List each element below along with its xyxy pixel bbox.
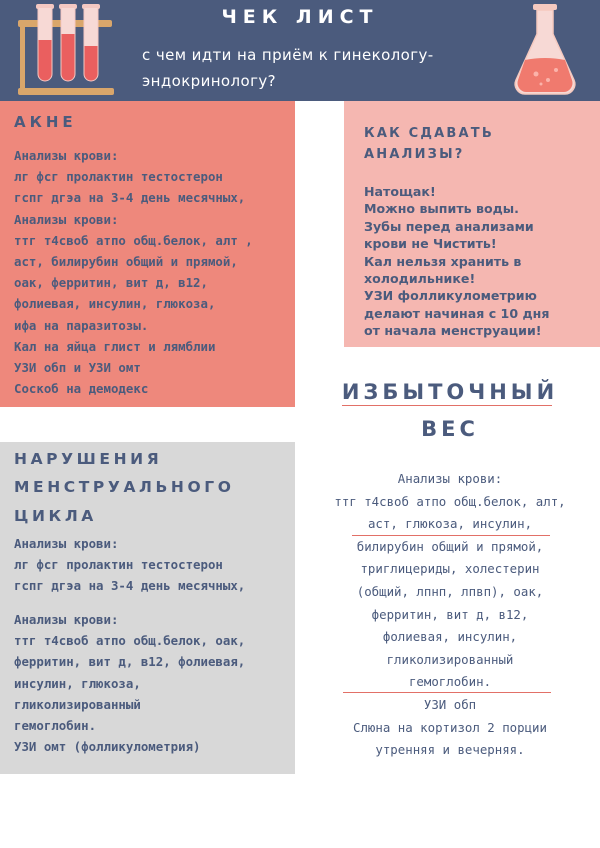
howto-title bbox=[364, 123, 494, 165]
weight-list bbox=[300, 468, 600, 762]
list-item: от начала менструации! bbox=[364, 323, 542, 339]
list-item: УЗИ обп bbox=[423, 696, 477, 712]
list-item: триглицериды, холестерин bbox=[360, 561, 540, 577]
list-item: (общий, лпнп, лпвп), оак, bbox=[356, 583, 544, 599]
menstrual-title bbox=[14, 445, 235, 530]
list-item: холодильнике! bbox=[364, 271, 476, 287]
howto-title-line-1: КАК СДАВАТЬ bbox=[364, 126, 494, 141]
list-item bbox=[14, 597, 245, 609]
list-item: ттг т4своб атпо общ.белок, алт , bbox=[14, 232, 253, 248]
list-item: фолиевая, инсулин, bbox=[382, 629, 518, 645]
list-item: лг фсг пролактин тестостерон bbox=[14, 557, 223, 573]
weight-title-line-1: ИЗБЫТОЧНЫЙ bbox=[341, 380, 559, 404]
acne-list bbox=[14, 145, 253, 399]
list-item: Анализы крови: bbox=[14, 148, 119, 163]
menstrual-title-line-3: ЦИКЛА bbox=[14, 506, 97, 525]
list-item: Слюна на кортизол 2 порции bbox=[353, 719, 547, 735]
list-item: гемоглобин. bbox=[408, 674, 492, 690]
list-item: Анализы крови: bbox=[14, 536, 119, 551]
howto-title-line-2: АНАЛИЗЫ? bbox=[364, 147, 465, 162]
list-item: Кал на яйца глист и лямблии bbox=[14, 338, 216, 354]
list-item: УЗИ обп и УЗИ омт bbox=[14, 360, 141, 376]
list-item: делают начиная с 10 дня bbox=[364, 305, 550, 321]
list-item: инсулин, глюкоза, bbox=[14, 675, 141, 691]
list-item: Анализы крови: bbox=[397, 471, 503, 486]
list-item: УЗИ фолликулометрию bbox=[364, 288, 537, 304]
list-item: гемоглобин. bbox=[14, 718, 97, 734]
page-subtitle bbox=[142, 42, 502, 94]
list-item: ферритин, вит д, в12, фолиевая, bbox=[14, 654, 246, 670]
list-item: аст, билирубин общий и прямой, bbox=[14, 254, 238, 270]
weight-divider-1 bbox=[352, 535, 550, 536]
howto-list bbox=[364, 183, 549, 340]
list-item: Анализы крови: bbox=[14, 211, 119, 227]
list-item: Можно выпить воды. bbox=[364, 201, 519, 217]
list-item: аст, глюкоза, инсулин, bbox=[367, 516, 533, 532]
list-item: Натощак! bbox=[364, 184, 436, 199]
list-item: утренняя и вечерняя. bbox=[375, 742, 525, 758]
list-item: гспг дгэа на 3-4 день месячных, bbox=[14, 190, 246, 206]
list-item: лг фсг пролактин тестостерон bbox=[14, 169, 223, 185]
weight-divider-2 bbox=[343, 692, 551, 693]
list-item: Анализы крови: bbox=[14, 612, 119, 627]
list-item: оак, ферритин, вит д, в12, bbox=[14, 275, 208, 291]
list-item: Зубы перед анализами bbox=[364, 218, 534, 234]
page-title: ЧЕК ЛИСТ bbox=[221, 6, 379, 28]
list-item: билирубин общий и прямой, bbox=[356, 538, 544, 554]
list-item: ттг т4своб атпо общ.белок, алт, bbox=[334, 493, 566, 509]
weight-title-line-2: ВЕС bbox=[421, 417, 479, 441]
list-item: фолиевая, инсулин, глюкоза, bbox=[14, 296, 216, 312]
list-item: ттг т4своб атпо общ.белок, оак, bbox=[14, 633, 246, 649]
list-item: гспг дгэа на 3-4 день месячных, bbox=[14, 578, 246, 594]
list-item: УЗИ омт (фолликулометрия) bbox=[14, 739, 201, 755]
list-item: Кал нельзя хранить в bbox=[364, 253, 522, 269]
list-item: гликолизированный bbox=[14, 696, 141, 712]
list-item: крови не Чистить! bbox=[364, 236, 497, 252]
subtitle-line-1: с чем идти на приём к гинекологу- bbox=[142, 46, 434, 64]
menstrual-title-line-2: МЕНСТРУАЛЬНОГО bbox=[14, 478, 235, 497]
weight-title-underline bbox=[342, 405, 552, 406]
menstrual-list bbox=[14, 533, 245, 757]
list-item: ифа на паразитозы. bbox=[14, 317, 149, 333]
list-item: гликолизированный bbox=[386, 651, 514, 667]
list-item: Соскоб на демодекс bbox=[14, 381, 149, 397]
acne-title: АКНЕ bbox=[14, 113, 77, 131]
subtitle-line-2: эндокринологу? bbox=[142, 72, 276, 90]
menstrual-title-line-1: НАРУШЕНИЯ bbox=[14, 450, 163, 468]
list-item: ферритин, вит д, в12, bbox=[371, 606, 529, 622]
